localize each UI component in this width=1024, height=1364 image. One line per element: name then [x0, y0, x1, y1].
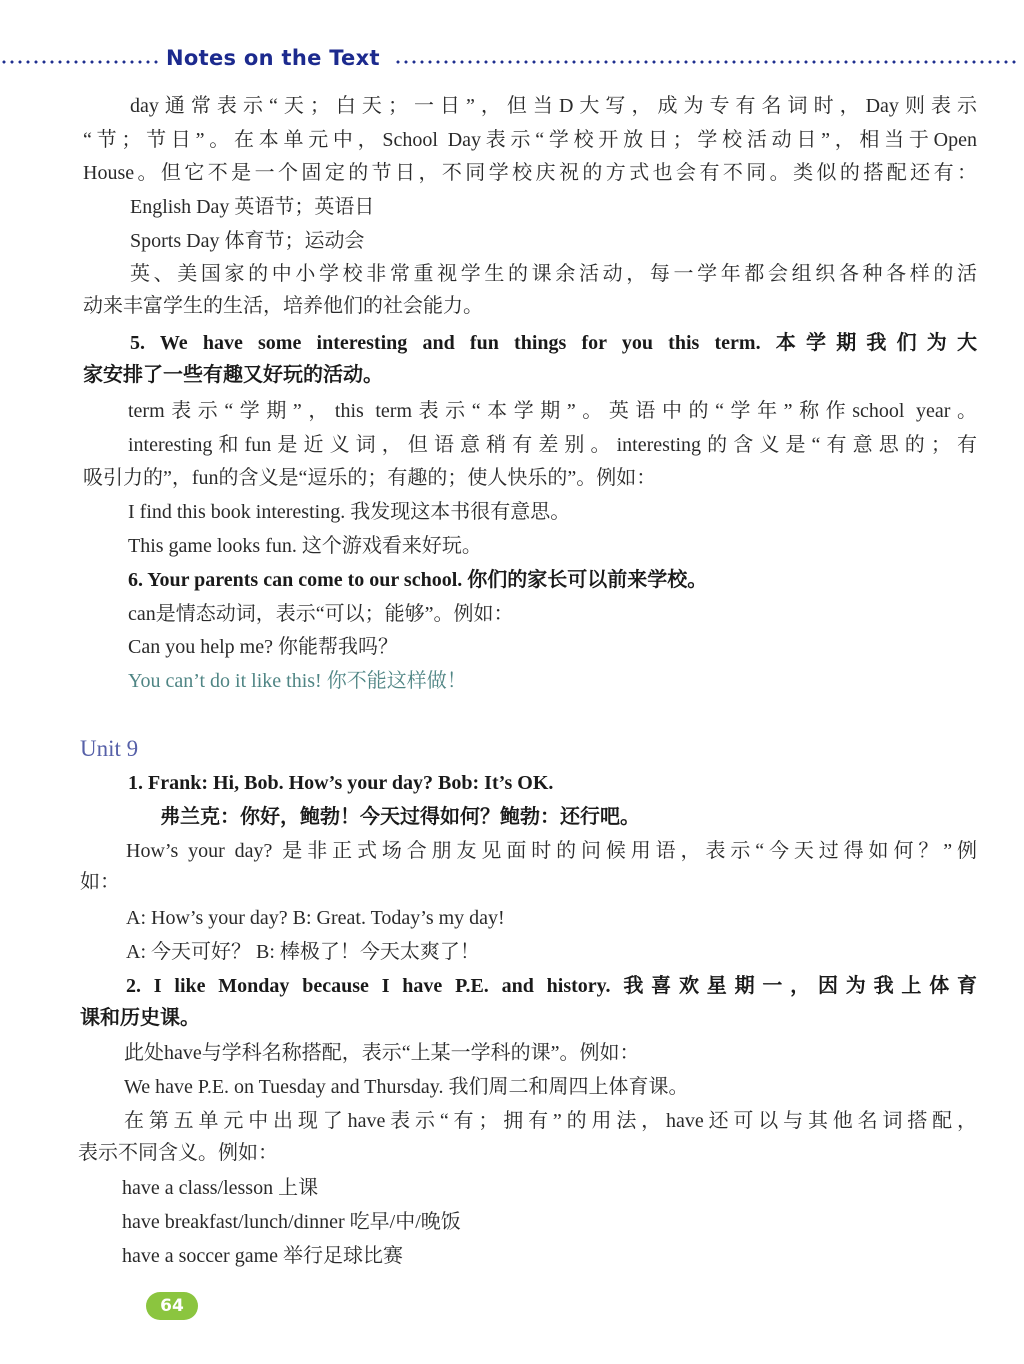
text-line: can是情态动词，表示“可以；能够”。例如： — [128, 603, 514, 625]
text-line: 吸引力的”，fun的含义是“逗乐的；有趣的；使人快乐的”。例如： — [83, 467, 657, 489]
note-heading-2-cont: 课和历史课。 — [80, 1007, 200, 1029]
example-line: have a soccer game 举行足球比赛 — [122, 1245, 404, 1267]
text-line: House。但它不是一个固定的节日，不同学校庆祝的方式也会有不同。类似的搭配还有： — [83, 162, 977, 184]
note-heading-5-cont: 家安排了一些有趣又好玩的活动。 — [83, 364, 383, 386]
text-line: 英、美国家的中小学校非常重视学生的课余活动，每一学年都会组织各种各样的活 — [130, 263, 977, 285]
text-line: day通常表示“天；白天；一日”，但当D大写，成为专有名词时，Day则表示 — [130, 95, 977, 117]
note-heading-5: 5. We have some interesting and fun things for you this term. 本学期我们为大 — [130, 332, 977, 354]
text-line: 表示不同含义。例如： — [78, 1142, 278, 1164]
example-line: have breakfast/lunch/dinner 吃早/中/晚饭 — [122, 1211, 461, 1233]
example-line: We have P.E. on Tuesday and Thursday. 我们周二和周四上体育课。 — [124, 1076, 689, 1098]
section-header — [0, 46, 1024, 76]
text-line: 在第五单元中出现了have表示“有；拥有”的用法，have还可以与其他名词搭配， — [124, 1110, 977, 1132]
page-number-badge: 64 — [146, 1292, 198, 1320]
note-heading-6: 6. Your parents can come to our school. 你们的家长可以前来学校。 — [128, 569, 708, 591]
text-line: 此处have与学科名称搭配，表示“上某一学科的课”。例如： — [124, 1042, 640, 1064]
example-line: This game looks fun. 这个游戏看来好玩。 — [128, 535, 482, 557]
header-dots-left — [0, 60, 160, 64]
text-line: English Day 英语节；英语日 — [130, 196, 375, 218]
example-line: I find this book interesting. 我发现这本书很有意思。 — [128, 501, 571, 523]
header-title: Notes on the Text — [166, 46, 380, 70]
example-line: A: How’s your day? B: Great. Today’s my day! — [126, 907, 505, 929]
note-heading-1: 1. Frank: Hi, Bob. How’s your day? Bob: It’s OK. — [128, 772, 554, 794]
example-line: You can’t do it like this! 你不能这样做！ — [128, 670, 467, 692]
unit-heading: Unit 9 — [80, 736, 139, 761]
note-heading-1-translation: 弗兰克：你好，鲍勃！今天过得如何？鲍勃：还行吧。 — [160, 806, 640, 828]
text-line: How’s your day? 是非正式场合朋友见面时的问候用语，表示“今天过得如何？”例 — [126, 840, 977, 862]
text-line: 如： — [80, 871, 120, 893]
text-line: Sports Day 体育节；运动会 — [130, 230, 365, 252]
text-line: term表示“学期”，this term表示“本学期”。英语中的“学年”称作school year。 — [128, 400, 977, 422]
text-line: interesting和fun是近义词，但语意稍有差别。interesting的含义是“有意思的；有 — [128, 434, 977, 456]
text-line: “节；节日”。在本单元中，School Day表示“学校开放日；学校活动日”，相当于Open — [83, 129, 977, 151]
example-line: A: 今天可好？ B: 棒极了！今天太爽了！ — [126, 941, 480, 963]
note-heading-2: 2. I like Monday because I have P.E. and history. 我喜欢星期一，因为我上体育 — [126, 975, 977, 997]
example-line: Can you help me? 你能帮我吗？ — [128, 636, 398, 658]
example-line: have a class/lesson 上课 — [122, 1177, 319, 1199]
header-dots-right — [394, 60, 1018, 64]
text-line: 动来丰富学生的生活，培养他们的社会能力。 — [83, 295, 483, 317]
